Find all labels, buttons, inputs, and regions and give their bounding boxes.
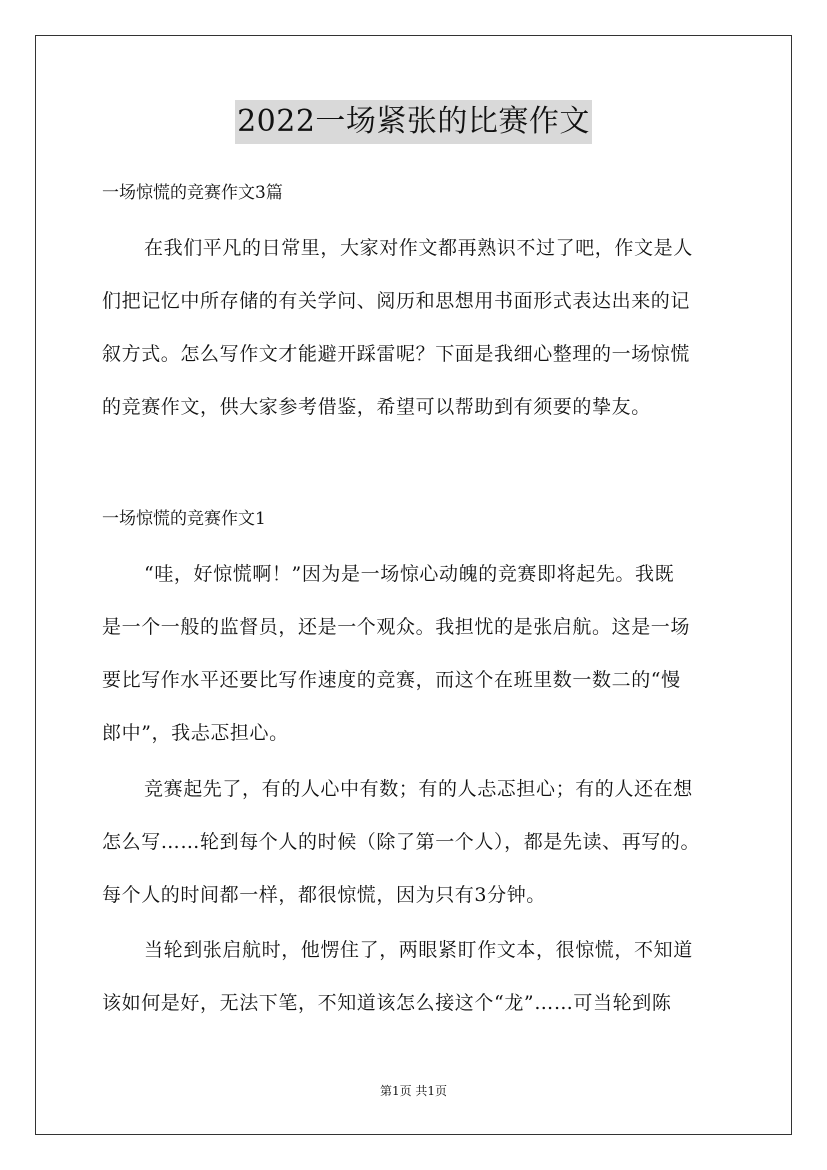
text-line: 竞赛起先了，有的人心中有数；有的人忐忑担心；有的人还在想 [144, 778, 693, 800]
text-line: 怎么写……轮到每个人的时候（除了第一个人），都是先读、再写的。 [102, 831, 701, 853]
text-line: 们把记忆中所存储的有关学问、阅历和思想用书面形式表达出来的记 [102, 290, 691, 312]
text-line: 叙方式。怎么写作文才能避开踩雷呢？下面是我细心整理的一场惊慌 [102, 343, 691, 365]
document-title: 2022一场紧张的比赛作文 [235, 100, 592, 144]
section-heading: 一场惊慌的竞赛作文1 [102, 509, 266, 529]
title-block [0, 100, 827, 144]
text-line: 在我们平凡的日常里，大家对作文都再熟识不过了吧，作文是人 [144, 237, 693, 259]
text-line: “哇，好惊慌啊！”因为是一场惊心动魄的竞赛即将起先。我既 [144, 563, 675, 585]
text-line: 当轮到张启航时，他愣住了，两眼紧盯作文本，很惊慌，不知道 [144, 939, 693, 961]
page-footer: 第1页 共1页 [379, 1084, 448, 1098]
text-line: 每个人的时间都一样，都很惊慌，因为只有3分钟。 [102, 884, 546, 906]
text-line: 该如何是好，无法下笔，不知道该怎么接这个“龙”……可当轮到陈 [102, 992, 672, 1014]
document-subtitle: 一场惊慌的竞赛作文3篇 [102, 183, 283, 203]
text-line: 是一个一般的监督员，还是一个观众。我担忧的是张启航。这是一场 [102, 616, 691, 638]
text-line: 的竞赛作文，供大家参考借鉴，希望可以帮助到有须要的挚友。 [102, 396, 651, 418]
text-line: 要比写作水平还要比写作速度的竞赛，而这个在班里数一数二的“慢 [102, 669, 681, 691]
text-line: 郎中”，我忐忑担心。 [102, 722, 289, 744]
